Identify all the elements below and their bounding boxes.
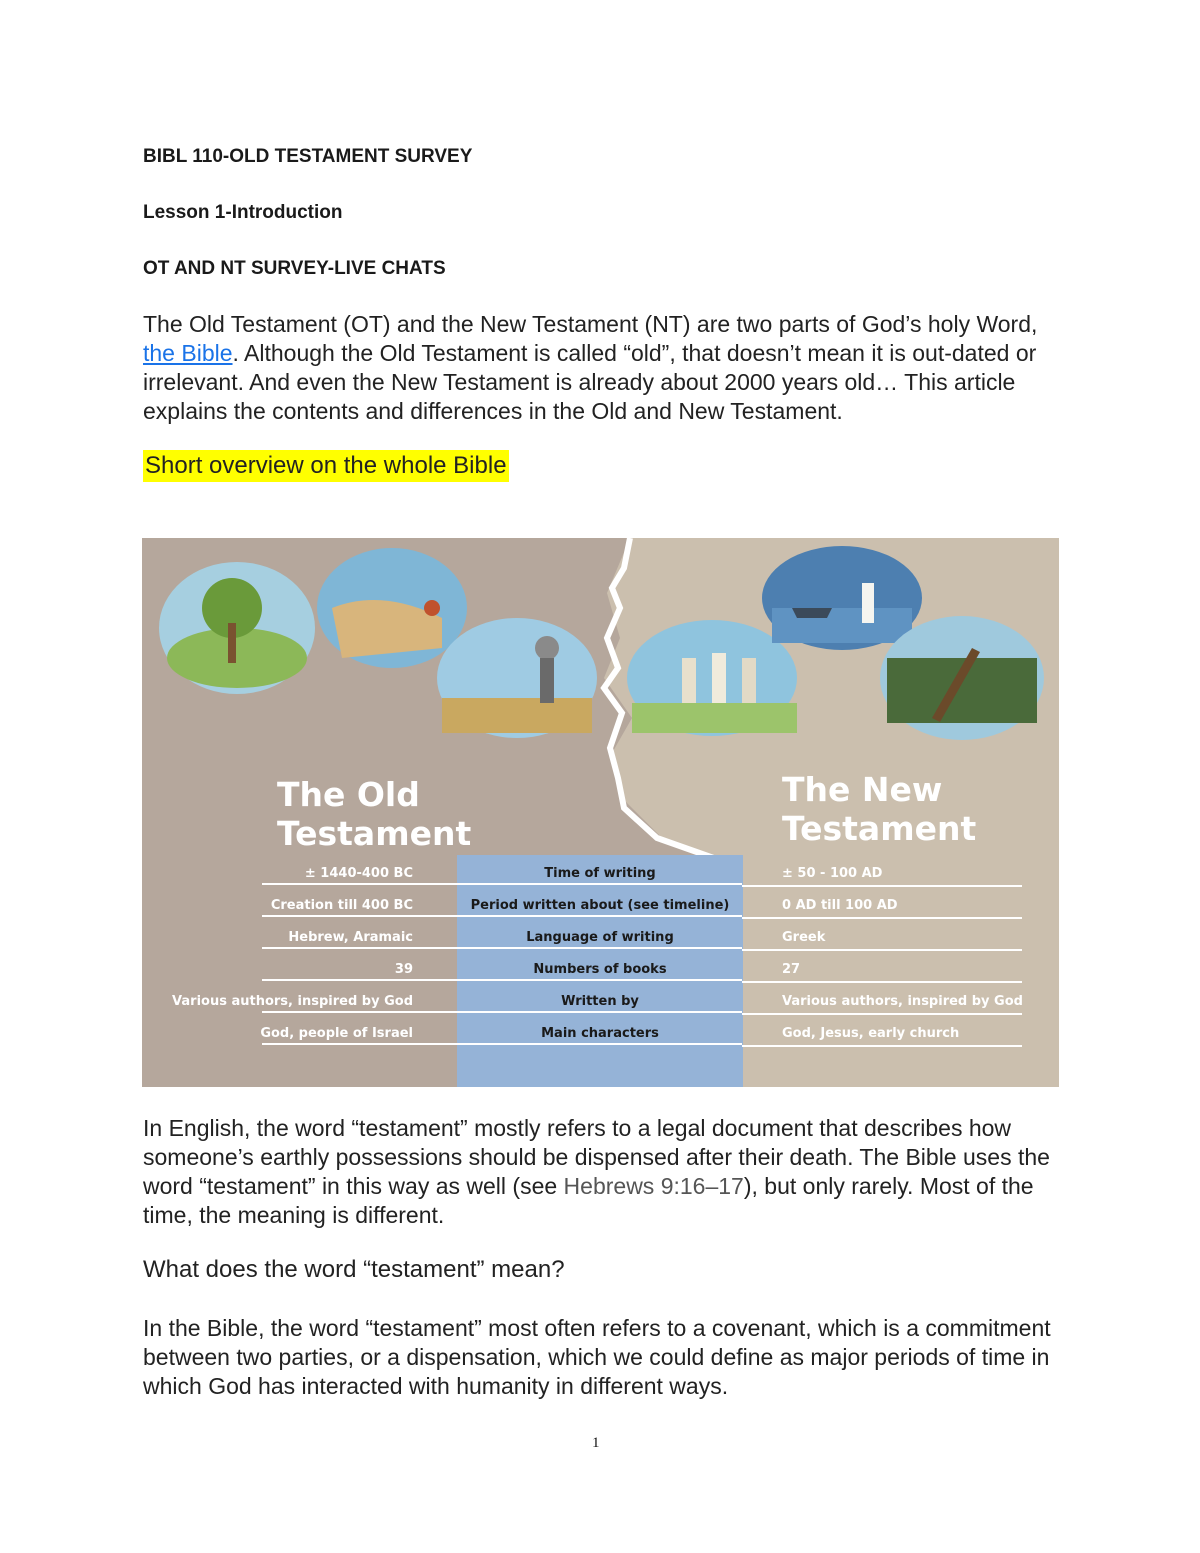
lesson-title: Lesson 1-Introduction (143, 202, 343, 223)
bible-link[interactable]: the Bible (143, 340, 233, 366)
intro-paragraph: The Old Testament (OT) and the New Testament (NT) are two parts of God’s holy Word, the Bible. Although the Old Testament is called “old”, that doesn’t mean it is out-dated or irrelevant. And even the New Testament is already about 2000 years old… This article explains the contents and differences in the Old and New Testament. (143, 311, 1038, 424)
old-language: Hebrew, Aramaic (288, 930, 413, 945)
old-main-characters: God, people of Israel (260, 1026, 413, 1041)
testament-meaning-paragraph: In the Bible, the word “testament” most often refers to a covenant, which is a commitment between two parties, or a dispensation, which we could define as major periods of time in which God has interacted with humanity in different ways. (143, 1315, 1051, 1399)
bible-overview-infographic (142, 538, 1059, 1087)
new-testament-title: The New Testament (782, 770, 977, 848)
new-time-of-writing: ± 50 - 100 AD (782, 866, 883, 881)
creation-scene (159, 562, 315, 694)
red-sea-scene (317, 548, 467, 668)
new-main-characters: God, Jesus, early church (782, 1026, 960, 1041)
new-language: Greek (782, 930, 826, 945)
david-goliath-scene (437, 618, 597, 738)
label-main-characters: Main characters (541, 1026, 659, 1041)
new-written-by: Various authors, inspired by God (782, 994, 1023, 1009)
label-number-of-books: Numbers of books (533, 962, 667, 977)
label-written-by: Written by (561, 994, 639, 1009)
label-period-written-about: Period written about (see timeline) (470, 898, 730, 913)
old-number-of-books: 39 (394, 962, 413, 977)
new-number-of-books: 27 (782, 962, 801, 977)
old-time-of-writing: ± 1440-400 BC (304, 866, 413, 881)
label-language: Language of writing (526, 930, 674, 945)
testament-legal-paragraph: In English, the word “testament” mostly refers to a legal document that describes how someone’s earthly possessions should be dispensed after their death. The Bible uses the word “testament” in this way as well (see Hebrews 9:16–17), but only rarely. Most of the time, the meaning is different. (143, 1115, 1050, 1228)
wise-men-scene (627, 620, 797, 736)
old-testament-title: The Old Testament (277, 775, 472, 853)
hebrews-reference-link[interactable]: Hebrews 9:16–17 (563, 1173, 744, 1199)
new-period-written-about: 0 AD till 100 AD (782, 898, 898, 913)
testament-meaning-heading: What does the word “testament” mean? (143, 1256, 565, 1283)
old-written-by: Various authors, inspired by God (172, 994, 413, 1009)
page-number: 1 (592, 1435, 600, 1451)
walking-on-water-scene (762, 546, 922, 650)
old-period-written-about: Creation till 400 BC (270, 898, 413, 913)
crucifixion-scene (880, 616, 1044, 740)
section-title: OT AND NT SURVEY-LIVE CHATS (143, 258, 446, 279)
highlighted-heading: Short overview on the whole Bible (143, 450, 509, 482)
label-time-of-writing: Time of writing (544, 866, 656, 881)
course-title: BIBL 110-OLD TESTAMENT SURVEY (143, 146, 473, 167)
